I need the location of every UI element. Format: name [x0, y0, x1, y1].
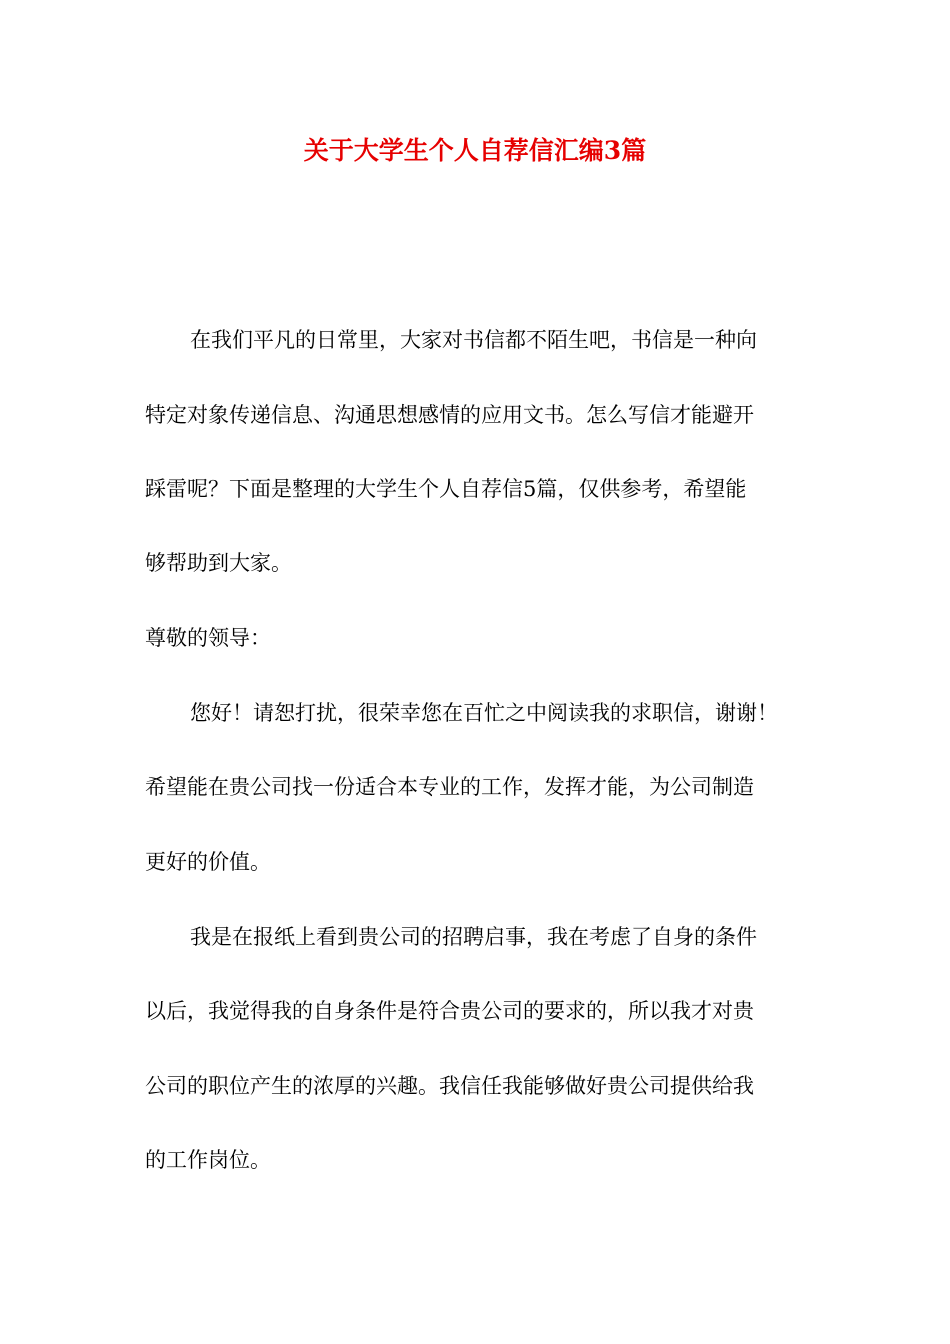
- body-line: 踩雷呢？下面是整理的大学生个人自荐信5篇，仅供参考，希望能: [145, 477, 747, 501]
- document-title: 关于大学生个人自荐信汇编3篇: [303, 136, 647, 165]
- body-line: 的工作岗位。: [145, 1148, 271, 1172]
- body-line: 您好！请恕打扰，很荣幸您在百忙之中阅读我的求职信，谢谢！: [190, 701, 778, 725]
- body-line: 更好的价值。: [145, 850, 271, 874]
- body-line: 够帮助到大家。: [145, 551, 292, 575]
- body-line: 公司的职位产生的浓厚的兴趣。我信任我能够做好贵公司提供给我: [145, 1074, 754, 1098]
- body-line: 我是在报纸上看到贵公司的招聘启事，我在考虑了自身的条件: [190, 925, 757, 949]
- body-line: 特定对象传递信息、沟通思想感情的应用文书。怎么写信才能避开: [145, 403, 754, 427]
- body-line: 在我们平凡的日常里，大家对书信都不陌生吧，书信是一种向: [190, 328, 757, 352]
- salutation: 尊敬的领导：: [145, 626, 271, 650]
- body-line: 以后，我觉得我的自身条件是符合贵公司的要求的，所以我才对贵: [145, 999, 754, 1023]
- body-line: 希望能在贵公司找一份适合本专业的工作，发挥才能，为公司制造: [145, 775, 754, 799]
